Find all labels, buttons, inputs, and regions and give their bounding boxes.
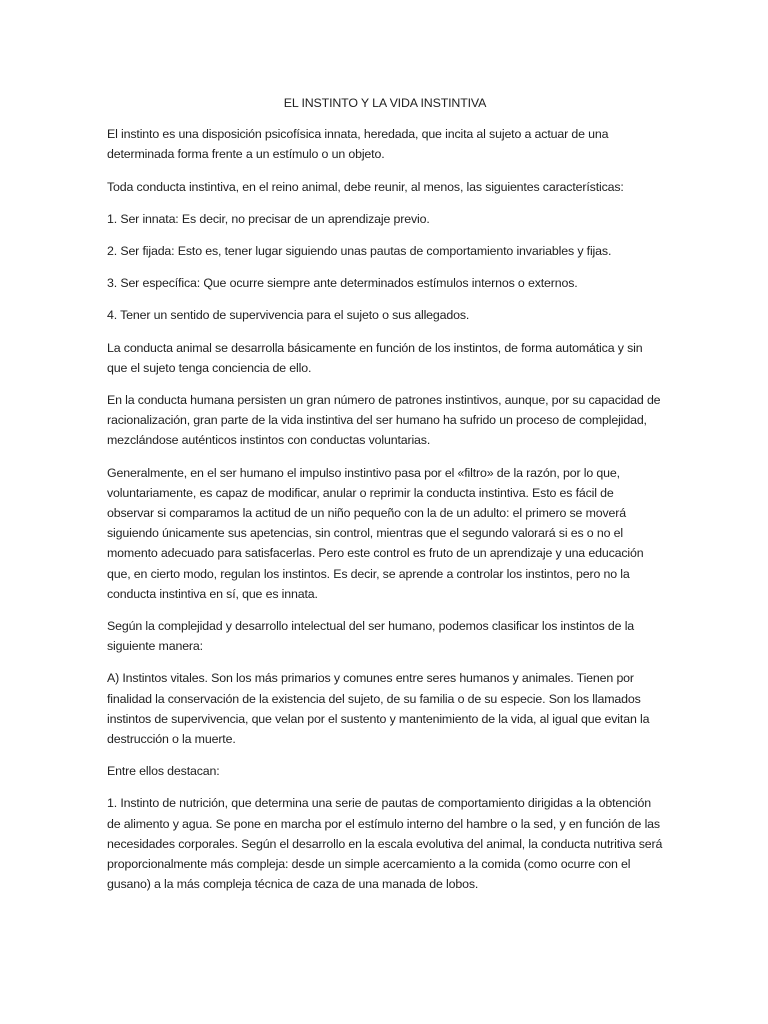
paragraph-1: El instinto es una disposición psicofísica innata, heredada, que incita al sujeto a actuar de una determinada forma frente a un estímulo o un objeto. <box>107 127 609 162</box>
paragraph-5: Generalmente, en el ser humano el impulso instintivo pasa por el «filtro» de la razón, por lo que, voluntariamente, es capaz de modificar, anular o reprimir la conducta instintiva. Esto es fácil de observar si comparamos la actitud de un niño pequeño con la de un adulto: el primero se moverá siguiendo únicamente sus apetencias, sin control, mientras que el segundo valorará si es o no el momento adecuado para satisfacerlas. Pero este control es fruto de un aprendizaje y una educación que, en cierto modo, regulan los instintos. Es decir, se aprende a controlar los instintos, pero no la conducta instintiva en sí, que es innata. <box>107 465 644 601</box>
paragraph-9: 1. Instinto de nutrición, que determina una serie de pautas de comportamiento dirigidas a la obtención de alimento y agua. Se pone en marcha por el estímulo interno del hambre o la sed, y en función de las necesidades corporales. Según el desarrollo en la escala evolutiva del animal, la conducta nutritiva será proporcionalmente más compleja: desde un simple acercamiento a la comida (como ocurre con el gusano) a la más compleja técnica de caza de una manada de lobos. <box>107 796 663 892</box>
paragraph-3: La conducta animal se desarrolla básicamente en función de los instintos, de forma automática y sin que el sujeto tenga conciencia de ello. <box>107 340 643 375</box>
document-title: EL INSTINTO Y LA VIDA INSTINTIVA <box>283 96 487 110</box>
paragraph-6: Según la complejidad y desarrollo intelectual del ser humano, podemos clasificar los instintos de la siguiente manera: <box>107 619 635 654</box>
paragraph-7: A) Instintos vitales. Son los más primarios y comunes entre seres humanos y animales. Tienen por finalidad la conservación de la existencia del sujeto, de su familia o de su especie. Son los llamados instintos de supervivencia, que velan por el sustento y mantenimiento de la vida, al igual que evitan la destrucción o la muerte. <box>107 671 650 747</box>
paragraph-4: En la conducta humana persisten un gran número de patrones instintivos, aunque, por su capacidad de racionalización, gran parte de la vida instintiva del ser humano ha sufrido un proceso de complejidad, mezclándose auténticos instintos con conductas voluntarias. <box>107 393 661 448</box>
document-body <box>107 93 663 907</box>
list-item-2: 2. Ser fijada: Esto es, tener lugar siguiendo unas pautas de comportamiento invariables y fijas. <box>107 244 612 259</box>
paragraph-8: Entre ellos destacan: <box>107 764 220 779</box>
paragraph-2: Toda conducta instintiva, en el reino animal, debe reunir, al menos, las siguientes características: <box>107 179 624 194</box>
list-item-1: 1. Ser innata: Es decir, no precisar de un aprendizaje previo. <box>107 211 430 226</box>
list-item-4: 4. Tener un sentido de supervivencia para el sujeto o sus allegados. <box>107 308 470 323</box>
list-item-3: 3. Ser específica: Que ocurre siempre ante determinados estímulos internos o externos. <box>107 276 578 291</box>
